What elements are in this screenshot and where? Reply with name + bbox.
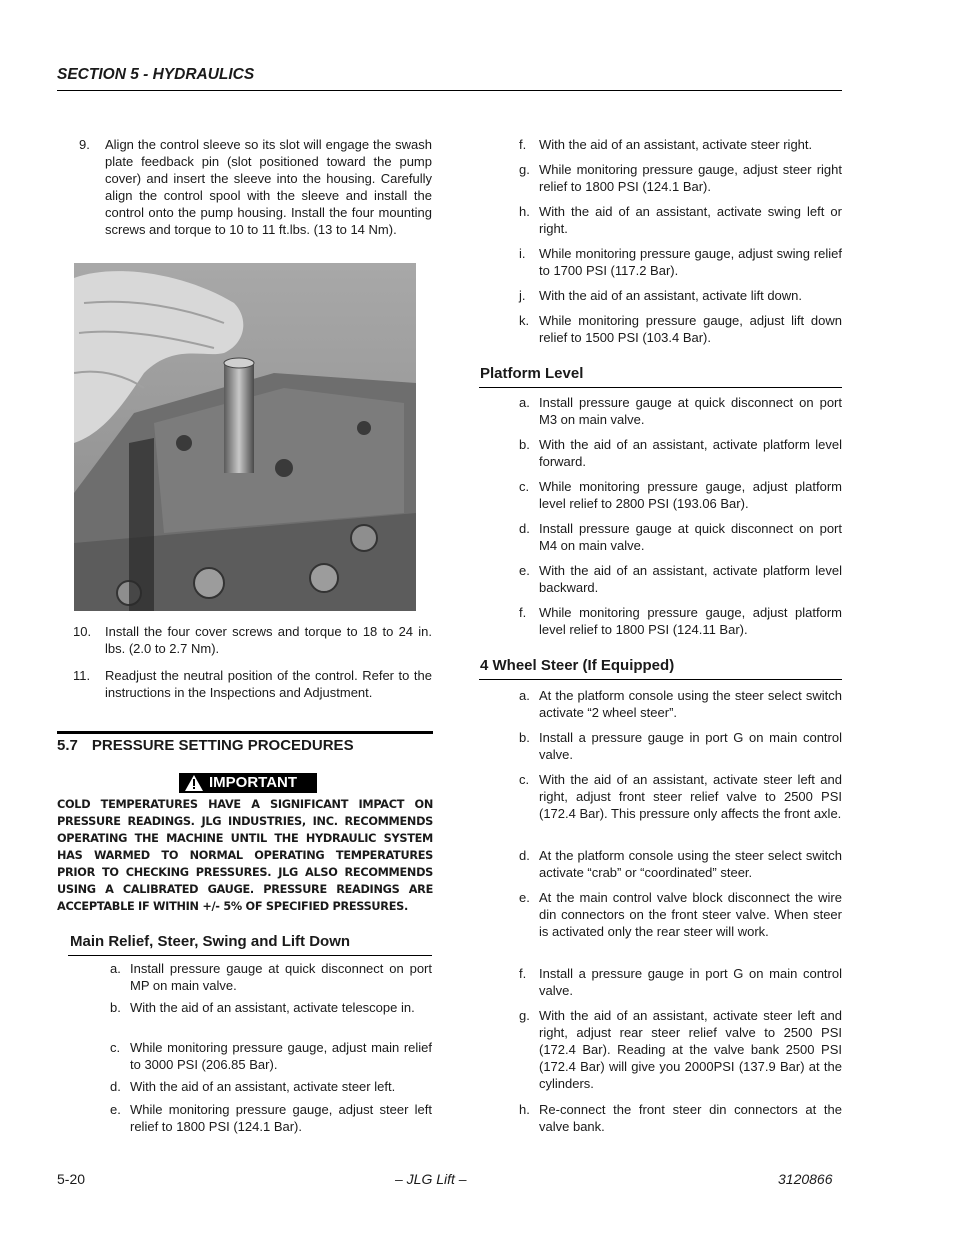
section-heading <box>57 737 354 754</box>
steer-item-b-letter: b. <box>519 730 530 745</box>
cont-item-g-text: While monitoring pressure gauge, adjust steer right relief to 1800 PSI (124.1 Bar). <box>539 162 842 194</box>
cont-item-f-letter: f. <box>519 137 527 152</box>
main-relief-heading: Main Relief, Steer, Swing and Lift Down <box>70 933 351 950</box>
four-wheel-steer-heading: 4 Wheel Steer (If Equipped) <box>480 657 675 674</box>
steer-item-a-text: At the platform console using the steer select switch activate “2 wheel steer”. <box>539 688 842 720</box>
platform-item-d-text: Install pressure gauge at quick disconnect on port M4 on main valve. <box>539 521 842 553</box>
steer-item-e-text: At the main control valve block disconnect the wire din connectors on the front steer valve. When steer is activated only the rear steer will work. <box>539 890 842 939</box>
main-relief-item-d-text: With the aid of an assistant, activate steer left. <box>130 1079 396 1094</box>
steer-item-h-text: Re-connect the front steer din connectors at the valve bank. <box>539 1102 842 1134</box>
platform-item-d-letter: d. <box>519 521 530 536</box>
platform-item-c-text: While monitoring pressure gauge, adjust platform level relief to 2800 PSI (193.06 Bar). <box>539 479 842 511</box>
main-relief-item-c-text: While monitoring pressure gauge, adjust main relief to 3000 PSI (206.85 Bar). <box>130 1040 432 1072</box>
important-banner <box>179 773 317 793</box>
steer-item-a-letter: a. <box>519 688 530 703</box>
footer-brand: – JLG Lift – <box>395 1171 467 1187</box>
four-wheel-steer-divider <box>479 679 842 680</box>
step-9-number: 9. <box>79 137 90 152</box>
cont-item-h-text: With the aid of an assistant, activate swing left or right. <box>539 204 842 236</box>
main-relief-item-e-letter: e. <box>110 1102 121 1117</box>
section-header: SECTION 5 - HYDRAULICS <box>57 66 255 83</box>
steer-item-f-letter: f. <box>519 966 527 981</box>
steer-item-d-text: At the platform console using the steer select switch activate “crab” or “coordinated” steer. <box>539 848 842 880</box>
steer-item-h-letter: h. <box>519 1102 530 1117</box>
page-number: 5-20 <box>57 1171 86 1187</box>
pump-control-photo <box>74 263 416 611</box>
section-divider <box>57 731 433 734</box>
main-relief-item-b-letter: b. <box>110 1000 121 1015</box>
steer-item-c-letter: c. <box>519 772 530 787</box>
section-number: 5.7 <box>57 737 78 754</box>
cont-item-i-letter: i. <box>519 246 526 261</box>
main-relief-item-b-text: With the aid of an assistant, activate telescope in. <box>130 1000 415 1015</box>
steer-item-c-text: With the aid of an assistant, activate steer left and right, adjust front steer relief valve to 2500 PSI (172.4 Bar). This pressure only affects the front axle. <box>539 772 842 821</box>
cont-item-g-letter: g. <box>519 162 530 177</box>
platform-item-a-text: Install pressure gauge at quick disconnect on port M3 on main valve. <box>539 395 842 427</box>
platform-item-b-letter: b. <box>519 437 530 452</box>
important-notice-text: COLD TEMPERATURES HAVE A SIGNIFICANT IMPACT ON PRESSURE READINGS. JLG INDUSTRIES, INC. RECOMMENDS OPERATING THE MACHINE UNTIL THE HYDRAULIC SYSTEM HAS WARMED TO NORMAL OPERATING TEMPERATURES PRIOR TO CHECKING PRESSURES. JLG ALSO RECOMMENDS USING A CALIBRATED GAUGE. PRESSURE READINGS ARE ACCEPTABLE IF WITHIN +/- 5% OF SPECIFIED PRESSURES. <box>57 798 433 913</box>
section-title-text: PRESSURE SETTING PROCEDURES <box>91 737 354 754</box>
cont-item-j-letter: j. <box>519 288 526 303</box>
main-relief-item-a-text: Install pressure gauge at quick disconnect on port MP on main valve. <box>130 961 432 993</box>
header-divider <box>57 90 842 91</box>
platform-level-heading: Platform Level <box>480 365 584 382</box>
platform-level-divider <box>479 387 842 388</box>
step-9-text: Align the control sleeve so its slot will engage the swash plate feedback pin (slot positioned toward the pump cover) and insert the sleeve into the housing. Carefully align the control spool with the sleeve and install the control onto the pump housing. Install the four mounting screws and torque to 10 to 11 ft.lbs. (13 to 14 Nm). <box>105 137 432 237</box>
main-relief-item-e-text: While monitoring pressure gauge, adjust steer left relief to 1800 PSI (124.1 Bar). <box>130 1102 432 1134</box>
step-11-number: 11. <box>73 668 91 683</box>
cont-item-f-text: With the aid of an assistant, activate steer right. <box>539 137 813 152</box>
platform-item-e-letter: e. <box>519 563 530 578</box>
platform-item-a-letter: a. <box>519 395 530 410</box>
platform-item-f-letter: f. <box>519 605 527 620</box>
steer-item-b-text: Install a pressure gauge in port G on main control valve. <box>539 730 842 762</box>
important-label: IMPORTANT <box>209 774 298 791</box>
warning-icon <box>185 775 203 791</box>
main-relief-item-c-letter: c. <box>110 1040 121 1055</box>
main-relief-item-a-letter: a. <box>110 961 121 976</box>
platform-item-c-letter: c. <box>519 479 530 494</box>
main-relief-divider <box>68 955 432 956</box>
platform-item-e-text: With the aid of an assistant, activate platform level backward. <box>539 563 842 595</box>
platform-item-b-text: With the aid of an assistant, activate platform level forward. <box>539 437 842 469</box>
step-11-text: Readjust the neutral position of the control. Refer to the instructions in the Inspections and Adjustment. <box>105 668 432 700</box>
platform-item-f-text: While monitoring pressure gauge, adjust platform level relief to 1800 PSI (124.11 Bar). <box>539 605 842 637</box>
cont-item-i-text: While monitoring pressure gauge, adjust swing relief to 1700 PSI (117.2 Bar). <box>539 246 842 278</box>
step-10-number: 10. <box>73 624 92 639</box>
steer-item-d-letter: d. <box>519 848 530 863</box>
steer-item-g-text: With the aid of an assistant, activate steer left and right, adjust rear steer relief valve to 2500 PSI (172.4 Bar). Reading at the valve bank 2500 PSI (172.4 Bar) will give you 2000PSI (137.9 Bar) at the cylinders. <box>539 1008 842 1091</box>
document-number: 3120866 <box>778 1171 833 1187</box>
steer-item-e-letter: e. <box>519 890 530 905</box>
cont-item-h-letter: h. <box>519 204 530 219</box>
steer-item-f-text: Install a pressure gauge in port G on main control valve. <box>539 966 842 998</box>
step-10-text: Install the four cover screws and torque to 18 to 24 in. lbs. (2.0 to 2.7 Nm). <box>105 624 432 656</box>
cont-item-j-text: With the aid of an assistant, activate lift down. <box>539 288 803 303</box>
steer-item-g-letter: g. <box>519 1008 530 1023</box>
cont-item-k-text: While monitoring pressure gauge, adjust lift down relief to 1500 PSI (103.4 Bar). <box>539 313 842 345</box>
pump-control-illustration <box>74 263 416 611</box>
main-relief-item-d-letter: d. <box>110 1079 121 1094</box>
cont-item-k-letter: k. <box>519 313 530 328</box>
